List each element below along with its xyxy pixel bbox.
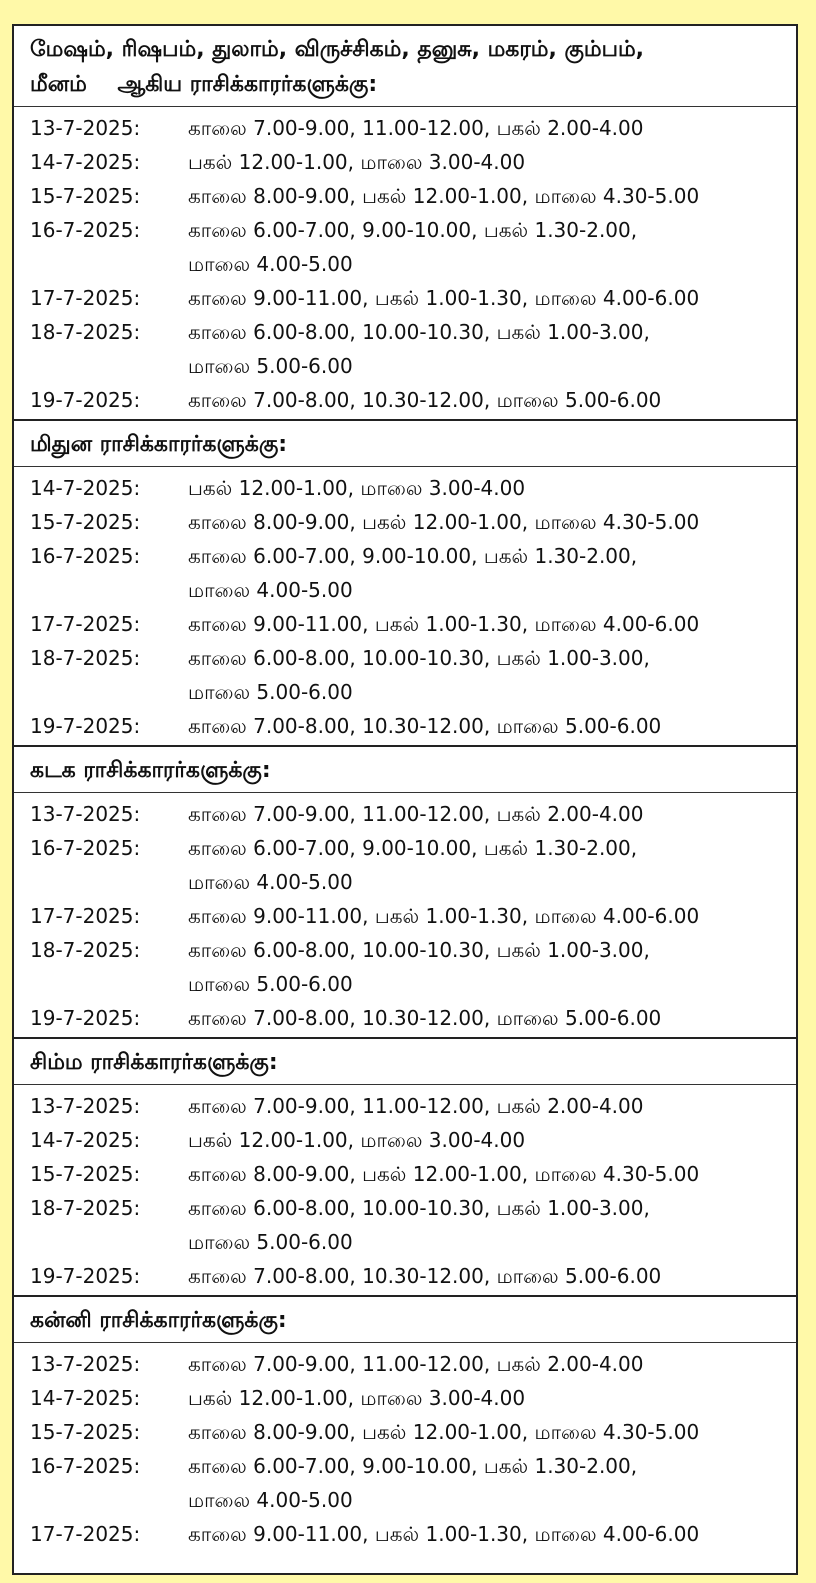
row-date: 18-7-2025: xyxy=(30,320,141,344)
schedule-row xyxy=(14,933,796,1001)
schedule-row xyxy=(14,607,796,641)
row-date: 14-7-2025: xyxy=(30,150,141,174)
time-line: மாலை 5.00-6.00 xyxy=(188,680,353,704)
row-date: 17-7-2025: xyxy=(30,904,141,928)
row-times xyxy=(188,641,796,709)
schedule-row xyxy=(14,1123,796,1157)
schedule-row xyxy=(14,111,796,145)
heading-line: மீனம் ஆகிய ராசிக்காரர்களுக்கு: xyxy=(30,72,378,97)
schedule-row xyxy=(14,383,796,417)
time-line: மாலை 5.00-6.00 xyxy=(188,1230,353,1254)
time-line: காலை 8.00-9.00, பகல் 12.00-1.00, மாலை 4.30-5.00 xyxy=(188,184,700,208)
heading-line: சிம்ம ராசிக்காரர்களுக்கு: xyxy=(30,1050,278,1075)
row-times xyxy=(188,1449,796,1517)
schedule-row xyxy=(14,1259,796,1293)
row-times xyxy=(188,1089,796,1123)
row-date: 15-7-2025: xyxy=(30,1162,141,1186)
section-heading xyxy=(14,1039,796,1084)
time-line: காலை 7.00-8.00, 10.30-12.00, மாலை 5.00-6.00 xyxy=(188,1006,662,1030)
row-times xyxy=(188,281,796,315)
rows-container xyxy=(14,467,796,745)
time-line: காலை 6.00-7.00, 9.00-10.00, பகல் 1.30-2.00, xyxy=(188,1454,638,1478)
row-date: 14-7-2025: xyxy=(30,1386,141,1410)
time-line: காலை 7.00-8.00, 10.30-12.00, மாலை 5.00-6.00 xyxy=(188,1264,662,1288)
time-line: காலை 6.00-7.00, 9.00-10.00, பகல் 1.30-2.00, xyxy=(188,544,638,568)
schedule-row xyxy=(14,1415,796,1449)
row-date: 15-7-2025: xyxy=(30,510,141,534)
row-times xyxy=(188,1123,796,1157)
schedule-frame xyxy=(12,24,798,1575)
schedule-row xyxy=(14,797,796,831)
time-line: பகல் 12.00-1.00, மாலை 3.00-4.00 xyxy=(188,1128,526,1152)
row-date: 16-7-2025: xyxy=(30,218,141,242)
row-date: 15-7-2025: xyxy=(30,1420,141,1444)
row-times xyxy=(188,213,796,281)
row-times xyxy=(188,1157,796,1191)
row-date: 18-7-2025: xyxy=(30,938,141,962)
heading-line: மிதுன ராசிக்காரர்களுக்கு: xyxy=(30,432,288,457)
schedule-row xyxy=(14,213,796,281)
row-date: 16-7-2025: xyxy=(30,1454,141,1478)
row-date: 13-7-2025: xyxy=(30,116,141,140)
time-line: காலை 6.00-8.00, 10.00-10.30, பகல் 1.00-3.00, xyxy=(188,646,650,670)
schedule-row xyxy=(14,831,796,899)
schedule-row xyxy=(14,1381,796,1415)
row-date: 18-7-2025: xyxy=(30,646,141,670)
time-line: மாலை 5.00-6.00 xyxy=(188,972,353,996)
row-times xyxy=(188,539,796,607)
row-times xyxy=(188,1415,796,1449)
time-line: காலை 6.00-8.00, 10.00-10.30, பகல் 1.00-3.00, xyxy=(188,1196,650,1220)
section-heading xyxy=(14,1297,796,1342)
schedule-row xyxy=(14,899,796,933)
section-heading xyxy=(14,747,796,792)
row-times xyxy=(188,315,796,383)
time-line: மாலை 4.00-5.00 xyxy=(188,870,353,894)
row-date: 17-7-2025: xyxy=(30,286,141,310)
section-mithuna xyxy=(14,419,796,745)
row-times xyxy=(188,933,796,1001)
schedule-row xyxy=(14,709,796,743)
row-times xyxy=(188,471,796,505)
time-line: காலை 6.00-7.00, 9.00-10.00, பகல் 1.30-2.00, xyxy=(188,218,638,242)
row-date: 17-7-2025: xyxy=(30,1522,141,1546)
time-line: காலை 9.00-11.00, பகல் 1.00-1.30, மாலை 4.00-6.00 xyxy=(188,286,700,310)
schedule-row xyxy=(14,145,796,179)
row-times xyxy=(188,607,796,641)
time-line: காலை 6.00-8.00, 10.00-10.30, பகல் 1.00-3.00, xyxy=(188,320,650,344)
section-heading xyxy=(14,26,796,106)
heading-line: கடக ராசிக்காரர்களுக்கு: xyxy=(30,758,271,783)
heading-line: கன்னி ராசிக்காரர்களுக்கு: xyxy=(30,1308,287,1333)
row-date: 13-7-2025: xyxy=(30,802,141,826)
row-times xyxy=(188,831,796,899)
row-date: 18-7-2025: xyxy=(30,1196,141,1220)
time-line: காலை 8.00-9.00, பகல் 12.00-1.00, மாலை 4.30-5.00 xyxy=(188,1420,700,1444)
schedule-row xyxy=(14,1449,796,1517)
time-line: மாலை 4.00-5.00 xyxy=(188,252,353,276)
time-line: காலை 9.00-11.00, பகல் 1.00-1.30, மாலை 4.00-6.00 xyxy=(188,1522,700,1546)
row-times xyxy=(188,179,796,213)
rows-container xyxy=(14,1085,796,1295)
row-date: 13-7-2025: xyxy=(30,1352,141,1376)
row-times xyxy=(188,1517,796,1551)
row-times xyxy=(188,383,796,417)
row-date: 19-7-2025: xyxy=(30,1264,141,1288)
row-times xyxy=(188,1001,796,1035)
row-date: 16-7-2025: xyxy=(30,544,141,568)
schedule-row xyxy=(14,641,796,709)
rows-container xyxy=(14,107,796,419)
schedule-row xyxy=(14,315,796,383)
schedule-row xyxy=(14,179,796,213)
time-line: மாலை 4.00-5.00 xyxy=(188,578,353,602)
row-date: 15-7-2025: xyxy=(30,184,141,208)
schedule-row xyxy=(14,1001,796,1035)
schedule-row xyxy=(14,1347,796,1381)
time-line: காலை 9.00-11.00, பகல் 1.00-1.30, மாலை 4.00-6.00 xyxy=(188,904,700,928)
time-line: பகல் 12.00-1.00, மாலை 3.00-4.00 xyxy=(188,1386,526,1410)
schedule-row xyxy=(14,281,796,315)
schedule-row xyxy=(14,1517,796,1551)
row-date: 14-7-2025: xyxy=(30,476,141,500)
schedule-row xyxy=(14,505,796,539)
row-times xyxy=(188,709,796,743)
section-kanni xyxy=(14,1295,796,1553)
row-times xyxy=(188,1259,796,1293)
row-date: 17-7-2025: xyxy=(30,612,141,636)
time-line: காலை 7.00-9.00, 11.00-12.00, பகல் 2.00-4.00 xyxy=(188,116,644,140)
time-line: காலை 6.00-7.00, 9.00-10.00, பகல் 1.30-2.00, xyxy=(188,836,638,860)
row-times xyxy=(188,505,796,539)
row-date: 19-7-2025: xyxy=(30,714,141,738)
row-date: 14-7-2025: xyxy=(30,1128,141,1152)
time-line: பகல் 12.00-1.00, மாலை 3.00-4.00 xyxy=(188,150,526,174)
row-date: 16-7-2025: xyxy=(30,836,141,860)
schedule-row xyxy=(14,471,796,505)
time-line: காலை 6.00-8.00, 10.00-10.30, பகல் 1.00-3.00, xyxy=(188,938,650,962)
row-times xyxy=(188,111,796,145)
row-times xyxy=(188,899,796,933)
row-times xyxy=(188,1191,796,1259)
time-line: பகல் 12.00-1.00, மாலை 3.00-4.00 xyxy=(188,476,526,500)
rows-container xyxy=(14,1343,796,1553)
time-line: மாலை 4.00-5.00 xyxy=(188,1488,353,1512)
section-simma xyxy=(14,1037,796,1295)
schedule-row xyxy=(14,539,796,607)
schedule-row xyxy=(14,1089,796,1123)
row-times xyxy=(188,145,796,179)
time-line: காலை 8.00-9.00, பகல் 12.00-1.00, மாலை 4.30-5.00 xyxy=(188,510,700,534)
row-date: 13-7-2025: xyxy=(30,1094,141,1118)
time-line: காலை 7.00-9.00, 11.00-12.00, பகல் 2.00-4.00 xyxy=(188,1094,644,1118)
schedule-row xyxy=(14,1191,796,1259)
time-line: காலை 8.00-9.00, பகல் 12.00-1.00, மாலை 4.30-5.00 xyxy=(188,1162,700,1186)
schedule-row xyxy=(14,1157,796,1191)
time-line: காலை 7.00-8.00, 10.30-12.00, மாலை 5.00-6.00 xyxy=(188,714,662,738)
rows-container xyxy=(14,793,796,1037)
row-times xyxy=(188,797,796,831)
row-date: 19-7-2025: xyxy=(30,388,141,412)
section-mesham-group xyxy=(14,26,796,419)
time-line: காலை 7.00-8.00, 10.30-12.00, மாலை 5.00-6.00 xyxy=(188,388,662,412)
row-times xyxy=(188,1381,796,1415)
time-line: காலை 7.00-9.00, 11.00-12.00, பகல் 2.00-4.00 xyxy=(188,1352,644,1376)
section-kadaga xyxy=(14,745,796,1037)
row-date: 19-7-2025: xyxy=(30,1006,141,1030)
time-line: காலை 7.00-9.00, 11.00-12.00, பகல் 2.00-4.00 xyxy=(188,802,644,826)
section-heading xyxy=(14,421,796,466)
row-times xyxy=(188,1347,796,1381)
time-line: காலை 9.00-11.00, பகல் 1.00-1.30, மாலை 4.00-6.00 xyxy=(188,612,700,636)
heading-line: மேஷம், ரிஷபம், துலாம், விருச்சிகம், தனுசு, மகரம், கும்பம், xyxy=(30,37,645,62)
time-line: மாலை 5.00-6.00 xyxy=(188,354,353,378)
